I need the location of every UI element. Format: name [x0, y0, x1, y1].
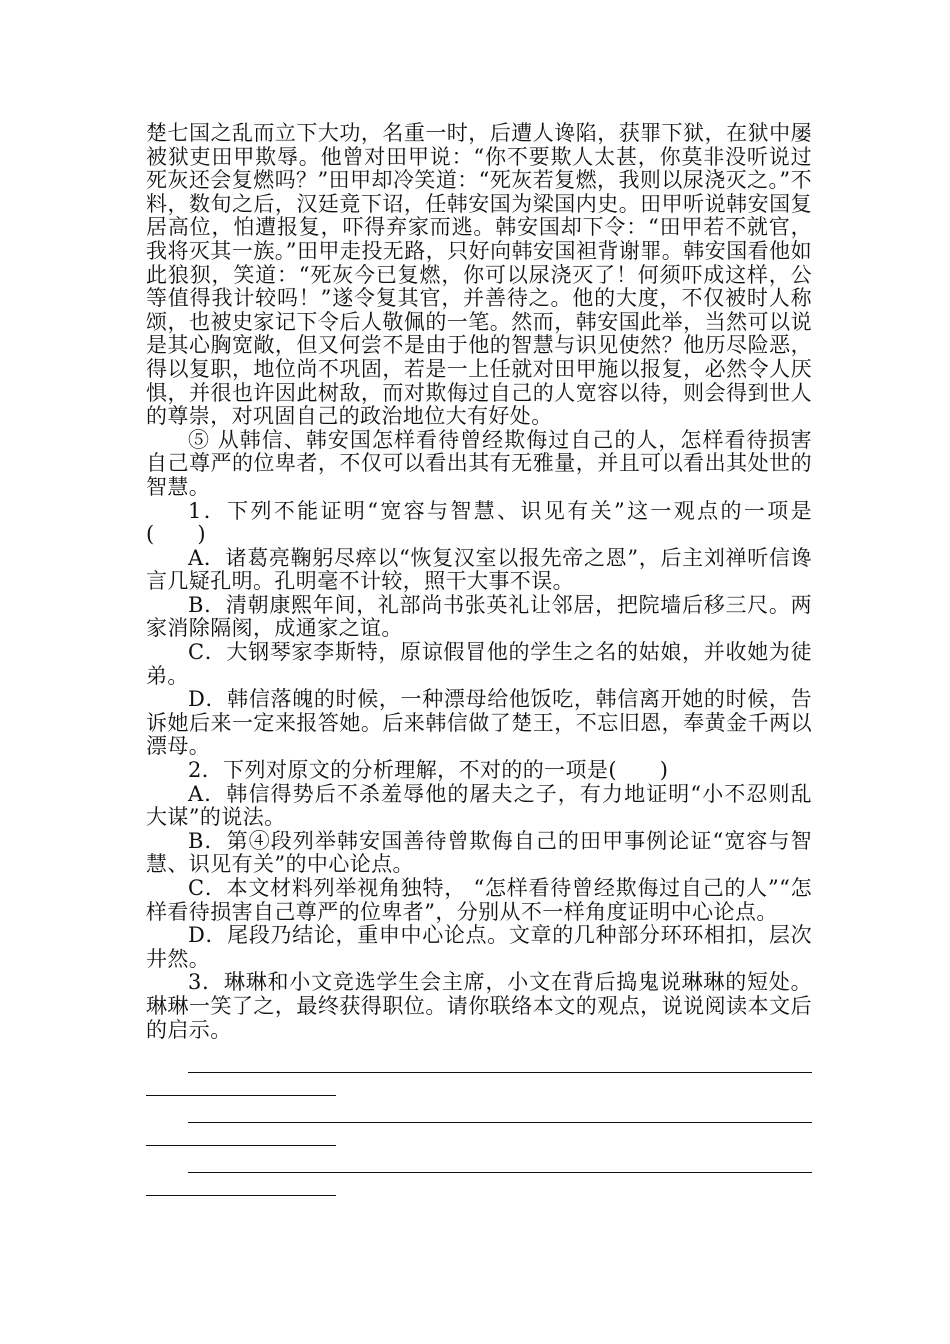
paragraph-continuation: 楚七国之乱而立下大功，名重一时，后遭人谗陷，获罪下狱，在狱中屡被狱吏田甲欺辱。他曾对田甲说：“你不要欺人太甚，你莫非没听说过死灰还会复燃吗？”田甲却冷笑道：“死灰若复燃，我则以尿浇灭之。”不料，数旬之后，汉廷竟下诏，任韩安国为梁国内史。田甲听说韩安国复居高位，怕遭报复，吓得弃家而逃。韩安国却下令：“田甲若不就官，我将灭其一族。”田甲走投无路，只好向韩安国袒背谢罪。韩安国看他如此狼狈，笑道：“死灰今已复燃，你可以尿浇灭了！何须吓成这样，公等值得我计较吗！”遂令复其官，并善待之。他的大度，不仅被时人称颂，也被史家记下令后人敬佩的一笔。然而，韩安国此举，当然可以说是其心胸宽敞，但又何尝不是由于他的智慧与识见使然？他历尽险恶，得以复职，地位尚不巩固，若是一上任就对田甲施以报复，必然令人厌惧，并很也许因此树敌，而对欺侮过自己的人宽容以待，则会得到世人的尊崇，对巩固自己的政治地位大有好处。: [146, 121, 812, 429]
question-2: 2．下列对原文的分析理解，不对的的一项是( ): [188, 758, 669, 783]
answer-line-1[interactable]: [146, 1050, 812, 1095]
question-2-option-b: B．第④段列举韩安国善待曾欺侮自己的田甲事例论证“宽容与智慧、识见有关”的中心论点。: [146, 828, 812, 877]
question-1-option-c: C．大钢琴家李斯特，原谅假冒他的学生之名的姑娘，并收她为徒弟。: [146, 640, 812, 688]
question-2-option-a: A．韩信得势后不杀羞辱他的屠夫之子，有力地证明“小不忍则乱大谋”的说法。: [146, 781, 812, 830]
question-3: 3．琳琳和小文竞选学生会主席，小文在背后捣鬼说琳琳的短处。琳琳一笑了之，最终获得职位。请你联络本文的观点，说说阅读本文后的启示。: [146, 970, 812, 1042]
question-1-option-d: D．韩信落魄的时候，一种漂母给他饭吃，韩信离开她的时候，告诉她后来一定来报答她。后来韩信做了楚王，不忘旧恩，奉黄金千两以漂母。: [146, 687, 812, 759]
answer-line-3[interactable]: [146, 1150, 812, 1195]
answer-area: [146, 1050, 812, 1195]
question-2-option-d: D．尾段乃结论，重申中心论点。文章的几种部分环环相扣，层次井然。: [146, 923, 812, 971]
answer-line-2[interactable]: [146, 1100, 812, 1145]
question-2-option-c: C．本文材料列举视角独特， “怎样看待曾经欺侮过自己的人”“怎样看待损害自己尊严的位卑者”，分别从不一样角度证明中心论点。: [146, 876, 812, 924]
question-1-option-a: A．诸葛亮鞠躬尽瘁以“恢复汉室以报先帝之恩”，后主刘禅听信谗言几疑孔明。孔明毫不计较，照干大事不误。: [146, 545, 812, 594]
question-1-option-b: B．清朝康熙年间，礼部尚书张英礼让邻居，把院墙后移三尺。两家消除隔阂，成通家之谊。: [146, 592, 812, 641]
question-1: 1．下列不能证明“宽容与智慧、识见有关”这一观点的一项是( ): [146, 498, 812, 547]
paragraph-5: ⑤ 从韩信、韩安国怎样看待曾经欺侮过自己的人，怎样看待损害自己尊严的位卑者，不仅可以看出其有无雅量，并且可以看出其处世的智慧。: [146, 427, 812, 499]
